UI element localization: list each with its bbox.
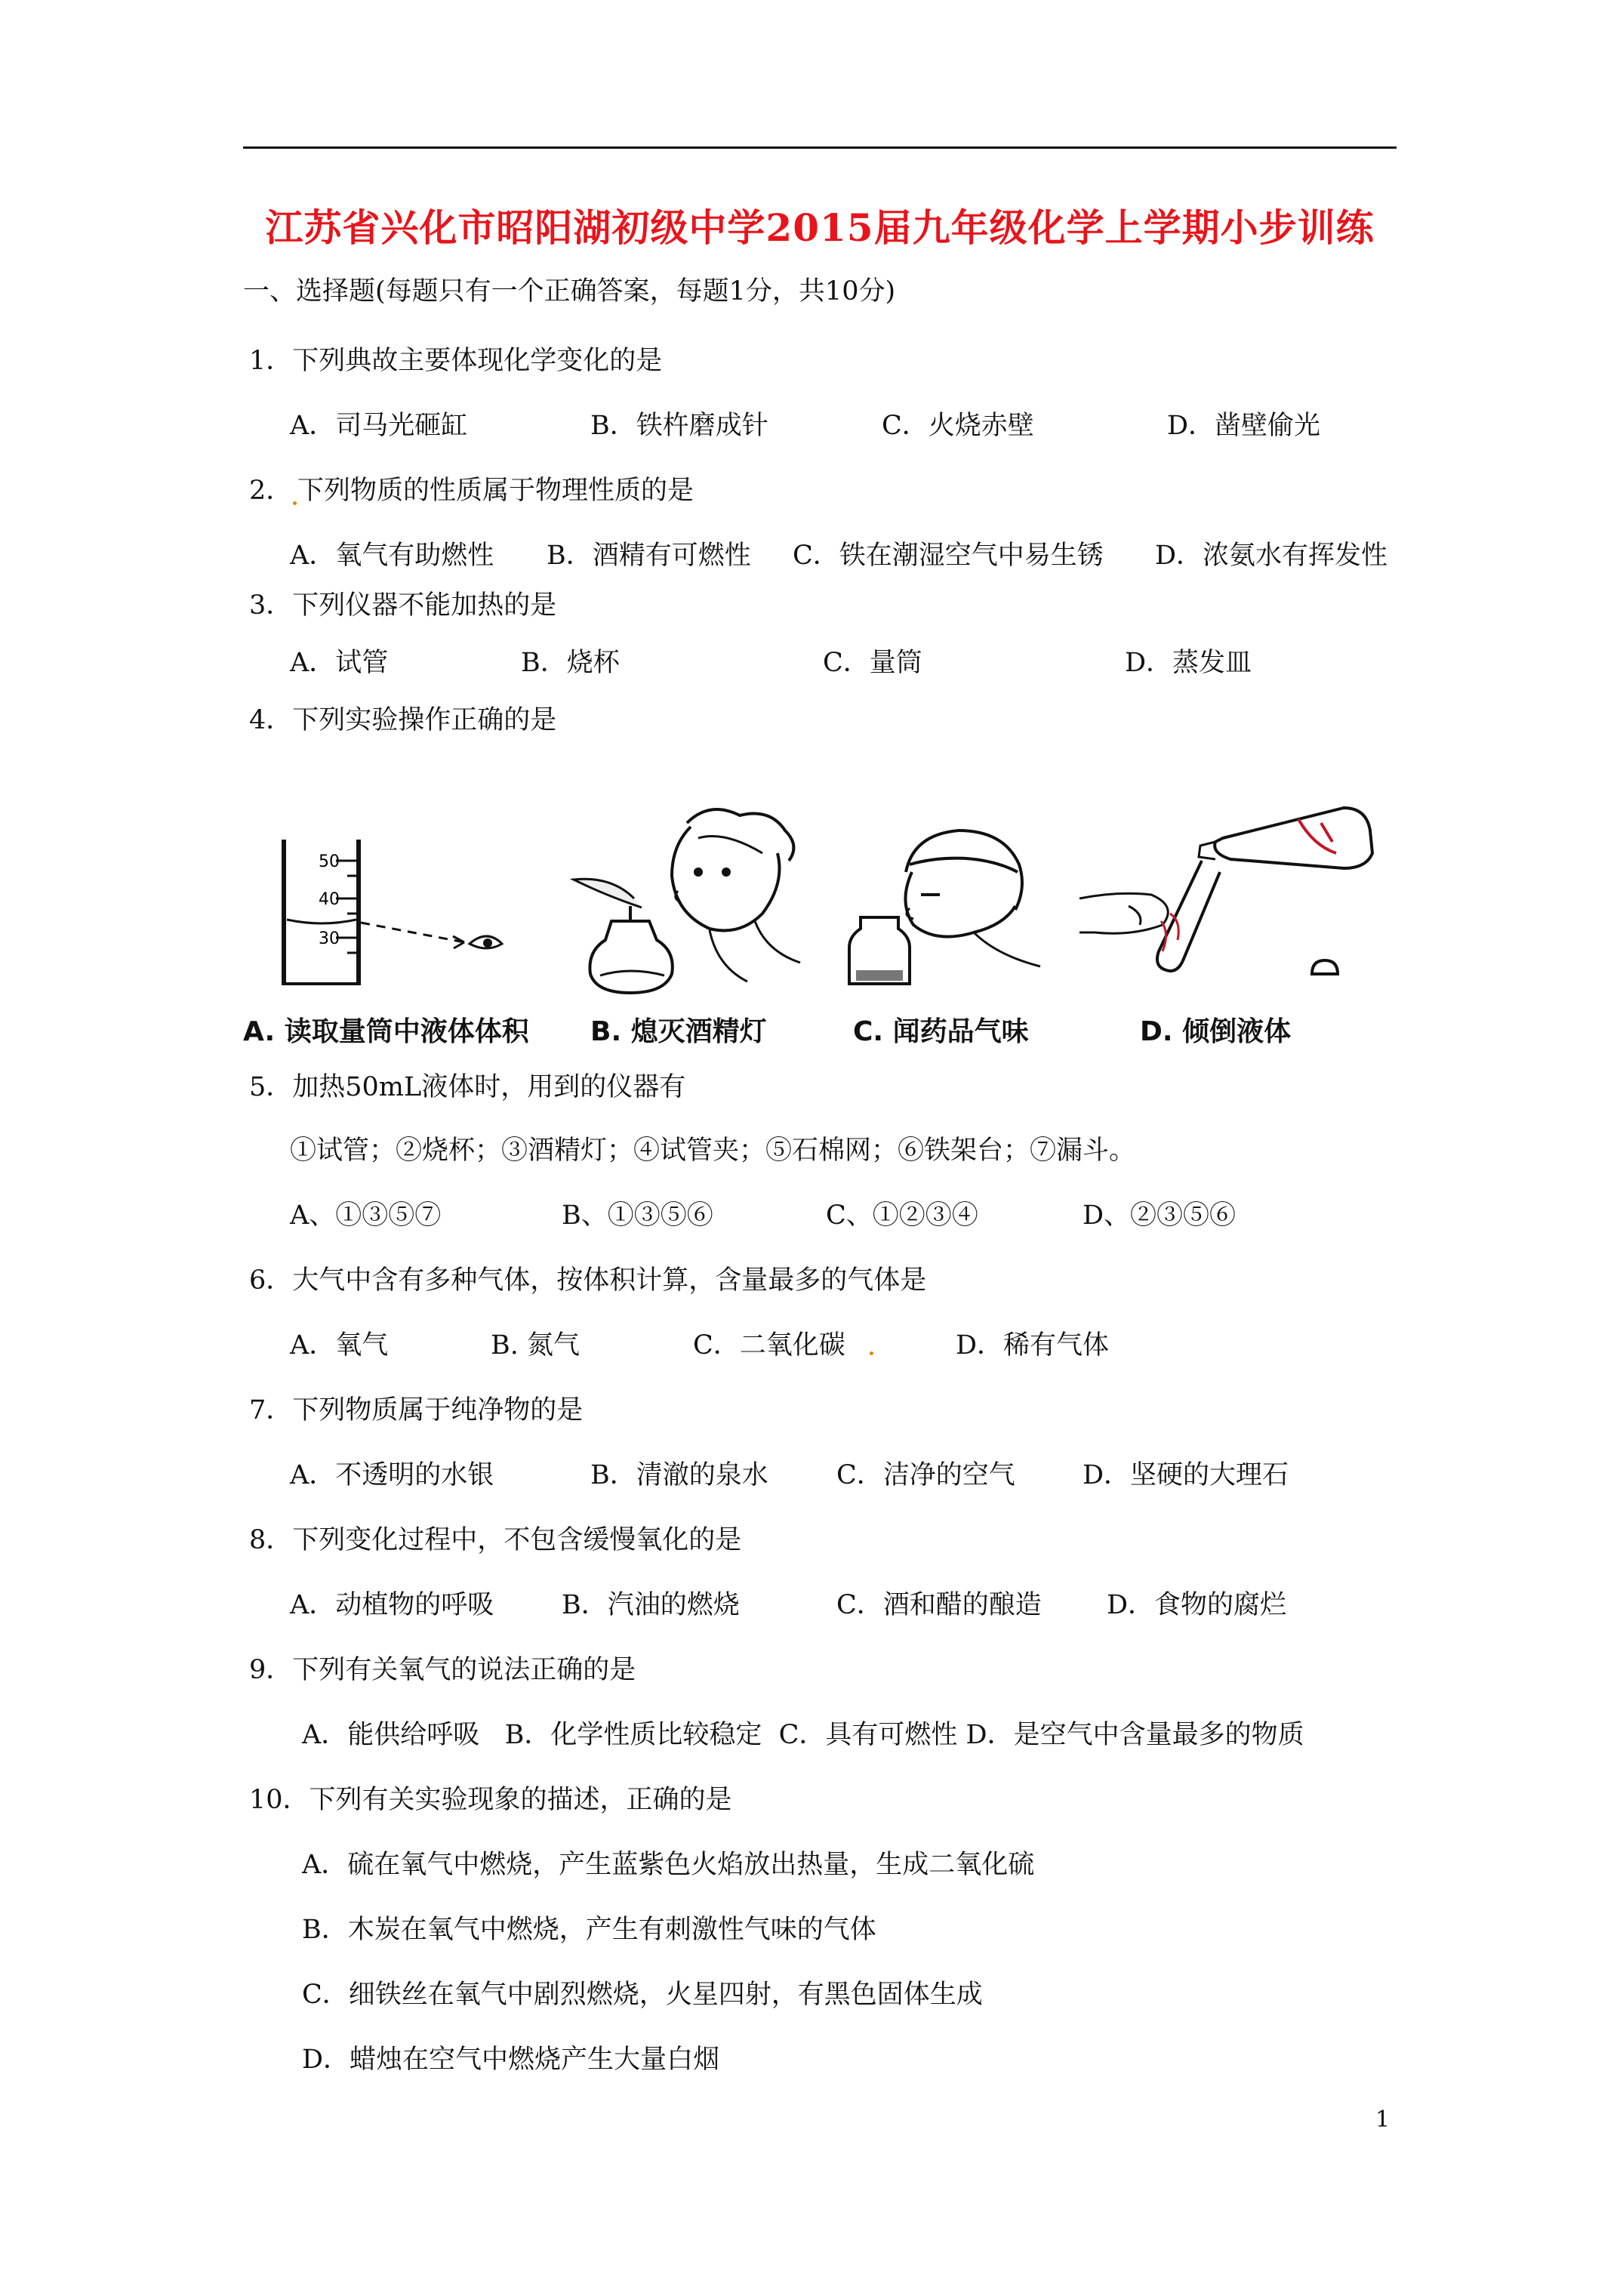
- q3-option-c: C．量筒: [823, 648, 922, 678]
- q7-option-b: B．清澈的泉水: [590, 1460, 768, 1490]
- q6-option-b: B. 氮气: [491, 1330, 580, 1361]
- stray-mark: [870, 1351, 873, 1355]
- q5-option-a: A、①③⑤⑦: [290, 1200, 442, 1231]
- page-title: 江苏省兴化市昭阳湖初级中学2015届九年级化学上学期小步训练: [265, 205, 1375, 250]
- question-1-stem: 1．下列典故主要体现化学变化的是: [249, 346, 663, 376]
- question-3-stem: 3．下列仪器不能加热的是: [249, 590, 557, 621]
- q3-option-d: D．蒸发皿: [1125, 648, 1252, 678]
- q6-option-a: A．氧气: [290, 1330, 389, 1361]
- q5-option-b: B、①③⑤⑥: [562, 1200, 713, 1231]
- caption-b: B. 熄灭酒精灯: [590, 1016, 767, 1047]
- figure-a-graduated-cylinder: [272, 823, 513, 989]
- q9-options: A．能供给呼吸 B．化学性质比较稳定 C．具有可燃性 D．是空气中含量最多的物质: [302, 1720, 1304, 1750]
- question-10-stem: 10．下列有关实验现象的描述，正确的是: [249, 1785, 732, 1815]
- question-6-stem: 6．大气中含有多种气体，按体积计算，含量最多的气体是: [249, 1265, 927, 1296]
- question-2-number: 2．: [249, 476, 293, 506]
- q10-option-d: D．蜡烛在空气中燃烧产生大量白烟: [302, 2045, 720, 2075]
- header-rule: [243, 146, 1397, 149]
- q6-option-d: D．稀有气体: [956, 1330, 1110, 1361]
- q1-option-d: D．凿壁偷光: [1167, 411, 1321, 441]
- q3-option-a: A．试管: [290, 648, 389, 678]
- q8-option-d: D．食物的腐烂: [1107, 1590, 1287, 1620]
- q10-option-b: B．木炭在氧气中燃烧，产生有刺激性气味的气体: [302, 1915, 876, 1945]
- q2-option-c: C．铁在潮湿空气中易生锈: [793, 541, 1104, 571]
- q1-option-c: C．火烧赤壁: [882, 411, 1034, 441]
- q3-option-b: B．烧杯: [521, 648, 620, 678]
- q6-option-c: C．二氧化碳: [693, 1330, 845, 1361]
- q7-option-c: C．洁净的空气: [836, 1460, 1015, 1490]
- q10-option-c: C．细铁丝在氧气中剧烈燃烧，火星四射，有黑色固体生成: [302, 1980, 983, 2010]
- q5-option-d: D、②③⑤⑥: [1083, 1200, 1236, 1231]
- caption-c: C. 闻药品气味: [853, 1016, 1029, 1047]
- scale-label-30: 30: [319, 929, 340, 948]
- caption-a: A. 读取量筒中液体体积: [243, 1016, 529, 1047]
- q10-option-a: A．硫在氧气中燃烧，产生蓝紫色火焰放出热量，生成二氧化硫: [302, 1850, 1035, 1880]
- figure-b-alcohol-lamp: [559, 800, 808, 997]
- question-5-stem: 5．加热50mL液体时，用到的仪器有: [249, 1072, 686, 1102]
- q5-option-c: C、①②③④: [826, 1200, 978, 1231]
- stray-mark: [293, 501, 297, 505]
- scale-label-40: 40: [319, 890, 340, 909]
- q1-option-a: A．司马光砸缸: [290, 411, 468, 441]
- question-8-stem: 8．下列变化过程中，不包含缓慢氧化的是: [249, 1525, 742, 1555]
- scale-label-50: 50: [319, 852, 340, 871]
- q7-option-d: D．坚硬的大理石: [1083, 1460, 1289, 1490]
- q1-option-b: B．铁杵磨成针: [590, 411, 768, 441]
- question-2-stem: 下列物质的性质属于物理性质的是: [297, 476, 694, 506]
- q7-option-a: A．不透明的水银: [290, 1460, 494, 1490]
- question-4-stem: 4．下列实验操作正确的是: [249, 705, 557, 735]
- q2-option-b: B．酒精有可燃性: [547, 541, 751, 571]
- q8-option-b: B．汽油的燃烧: [562, 1590, 740, 1620]
- caption-d: D. 倾倒液体: [1140, 1016, 1292, 1047]
- figure-d-pouring-liquid: [1072, 800, 1374, 989]
- question-7-stem: 7．下列物质属于纯净物的是: [249, 1395, 584, 1425]
- section-heading: 一、选择题(每题只有一个正确答案，每题1分，共10分): [243, 276, 896, 307]
- q2-option-a: A．氧气有助燃性: [290, 541, 494, 571]
- question-9-stem: 9．下列有关氧气的说法正确的是: [249, 1655, 636, 1685]
- q8-option-a: A．动植物的呼吸: [290, 1590, 494, 1620]
- page-number: 1: [1375, 2106, 1390, 2133]
- q8-option-c: C．酒和醋的酿造: [836, 1590, 1042, 1620]
- figure-c-smelling: [845, 819, 1042, 993]
- question-5-items: ①试管；②烧杯；③酒精灯；④试管夹；⑤石棉网；⑥铁架台；⑦漏斗。: [290, 1136, 1136, 1166]
- q2-option-d: D．浓氨水有挥发性: [1155, 541, 1388, 571]
